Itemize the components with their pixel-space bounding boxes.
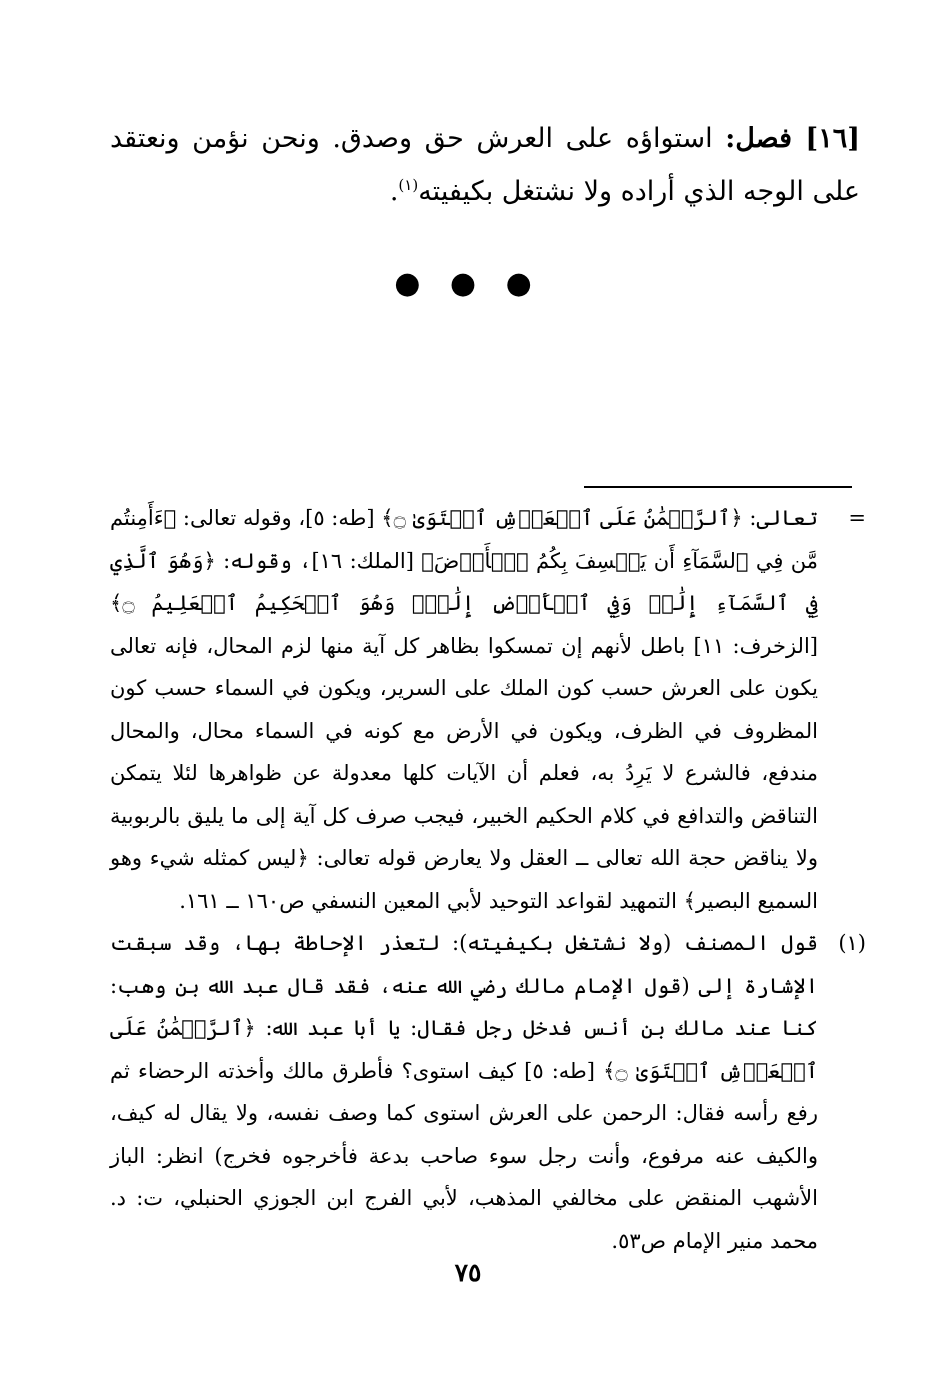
main-end-punctuation: .: [389, 176, 399, 207]
footnote-text: قول المصنف (ولا نشتغل بكيفيته): لتعذر الإحاطة بها، وقد سبقت الإشارة إلى (قول الإمام مالك رضي الله عنه، فقد قال عبد الله بن وهب: كنا عند مالك بن أنس فدخل رجل فقال: يا أبا عبد الله: ﴿ٱلرَّحۡمَٰنُ عَلَى ٱلۡعَرۡشِ ٱسۡتَوَىٰ ۝﴾ [طه: ٥] كيف استوى؟ فأطرق مالك وأخذته الرحضاء ثم رفع رأسه فقال: الرحمن على العرش استوى كما وصف نفسه، ولا يقال له كيف، والكيف عنه مرفوع، وأنت رجل سوء صاحب بدعة فأخرجوه فخرج) انظر: الباز الأشهب المنقض على مخالفي المذهب، لأبي الفرج ابن الجوزي الحنبلي، ت: د. محمد منير الإمام ص٥٣.: [110, 931, 819, 1253]
footnote-continuation: [110, 497, 866, 922]
footnote-1: [110, 922, 866, 1262]
footnote-marker: =: [848, 506, 866, 530]
page-number: ٧٥: [454, 1258, 482, 1287]
section-separator: ● ● ●: [394, 266, 542, 301]
footnote-text: تعالى: ﴿ٱلرَّحۡمَٰنُ عَلَى ٱلۡعَرۡشِ ٱسۡتَوَىٰ ۝﴾ [طه: ٥]، وقوله تعالى: ﴿ءَأَمِنتُم مَّن فِي ٱلسَّمَآءِ أَن يَخۡسِفَ بِكُمُ ٱلۡأَرۡضَ﴾ [الملك: ١٦]، وقوله: ﴿وَهُوَ ٱلَّذِي فِي ٱلسَّمَآءِ إِلَٰهٞ وَفِي ٱلۡأَرۡضِ إِلَٰهٞۚ وَهُوَ ٱلۡحَكِيمُ ٱلۡعَلِيمُ ۝﴾ [الزخرف: ١١] باطل لأنهم إن تمسكوا بظاهر كل آية منها لزم المحال، فإنه تعالى يكون على العرش حسب كون الملك على السرير، ويكون في السماء حسب كون المظروف في الظرف، ويكون في الأرض مع كونه في السماء محال، والمحال مندفع، فالشرع لا يَرِدُ به، فعلم أن الآيات كلها معدولة عن ظواهرها لئلا يتمكن التناقض والتدافع في كلام الحكيم الخبير، فيجب صرف كل آية إلى ما يليق بالربوبية ولا يناقض حجة الله تعالى ــ العقل ولا يعارض قوله تعالى: ﴿ليس كمثله شيء وهو السميع البصير﴾ التمهيد لقواعد التوحيد لأبي المعين النسفي ص١٦٠ ــ ١٦١.: [110, 506, 819, 913]
main-paragraph: [110, 112, 860, 218]
main-body-text: استواؤه على العرش حق وصدق. ونحن نؤمن ونعتقد على الوجه الذي أراده ولا نشتغل بكيفيته: [110, 123, 860, 207]
footnote-marker: (١): [838, 931, 866, 955]
section-label: [١٦] فصل:: [725, 123, 860, 154]
footnotes-section: [110, 497, 866, 1262]
footnote-divider: [584, 486, 852, 488]
footnote-reference[interactable]: (١): [398, 176, 419, 194]
